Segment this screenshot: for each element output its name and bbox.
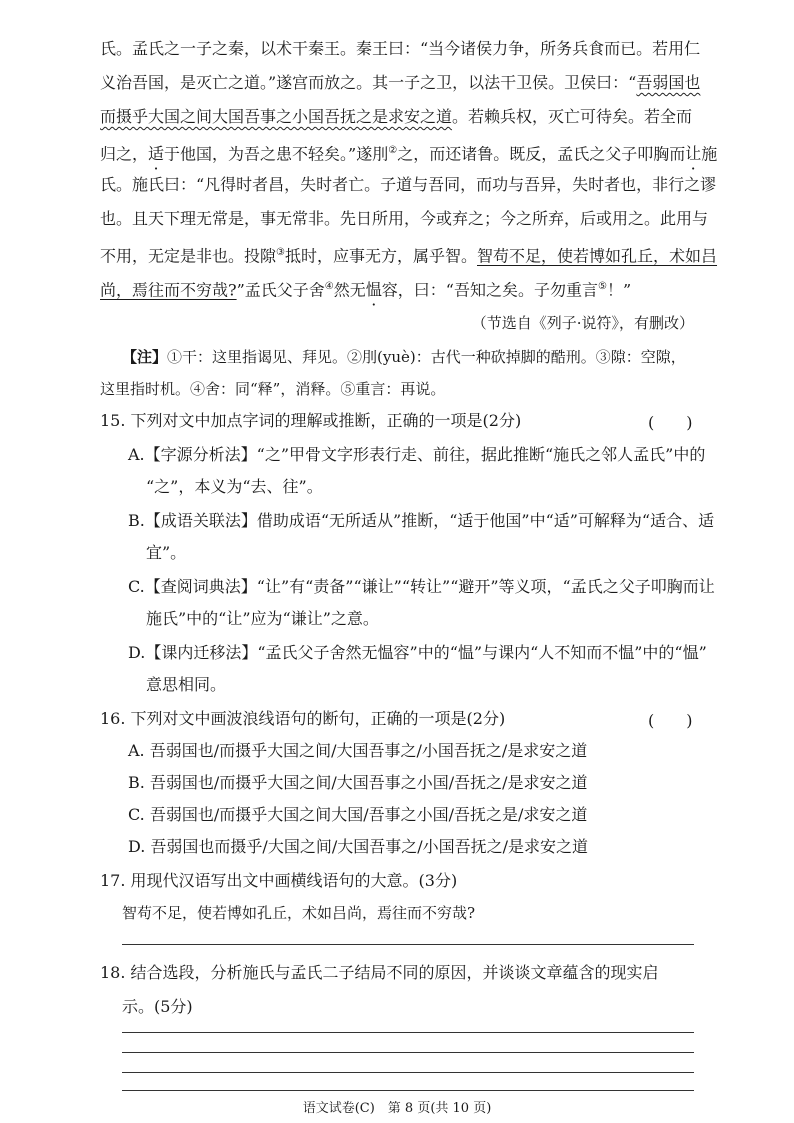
q15-option-c-1: C.【查阅词典法】“让”有“责备”“谦让”“转让”“避开”等义项，“孟氏之父子叩胸而让 — [128, 577, 715, 596]
q15-option-d-2: 意思相同。 — [146, 675, 227, 694]
q15-option-d-1: D.【课内迁移法】“孟氏父子舍然无愠容”中的“愠”与课内“人不知而不愠”中的“愠” — [128, 643, 707, 662]
passage-line-2: 义治吾国，是灭亡之道。”遂宫而放之。其一子之卫，以法干卫侯。卫侯曰：“吾弱国也 — [100, 73, 701, 92]
passage-line-4: 归之，适于他国，为吾之患不轻矣。”遂刖②之，而还诸鲁。既反，孟氏之父子叩胸而让施 — [100, 144, 718, 164]
q16-answer-paren[interactable]: ( ) — [648, 711, 693, 730]
q17-stem: 17. 用现代汉语写出文中画横线语句的大意。(3分) — [100, 871, 458, 890]
q15-option-c-2: 施氏”中的“让”应为“谦让”之意。 — [146, 609, 379, 628]
dotted-char-yun: 愠 — [365, 280, 382, 300]
q16-option-d: D. 吾弱国也而摄乎/大国之间/大国吾事之/小国吾抚之/是求安之道 — [128, 837, 588, 856]
passage-line-7: 不用，无定是非也。投隙③抵时，应事无方，属乎智。智苟不足，使若博如孔丘，术如吕 — [100, 246, 718, 266]
dotted-char-shi: 适 — [148, 144, 165, 164]
q15-stem: 15. 下列对文中加点字词的理解或推断，正确的一项是(2分) — [100, 411, 522, 430]
passage-source: （节选自《列子·说符》，有删改） — [471, 314, 694, 332]
q18-answer-line-1[interactable] — [122, 1032, 694, 1033]
passage-line-8: 尚，焉往而不穷哉?”孟氏父子舍④然无愠容，曰：“吾知之矣。子勿重言⑤！” — [100, 280, 632, 300]
notes-line-1: 【注】①干：这里指谒见、拜见。②刖(yuè)：古代一种砍掉脚的酷刑。③隙：空隙， — [122, 348, 686, 366]
wavy-sentence-part-1: 吾弱国也 — [636, 73, 701, 92]
q17-sentence: 智苟不足，使若博如孔丘，术如吕尚，焉往而不穷哉? — [122, 904, 476, 922]
q18-stem-2: 示。(5分) — [122, 997, 193, 1016]
q15-option-b-1: B.【成语关联法】借助成语“无所适从”推断，“适于他国”中“适”可解释为“适合、适 — [128, 511, 715, 530]
passage-line-1: 氏。孟氏之一子之秦，以术干秦王。秦王曰：“当今诸侯力争，所务兵食而已。若用仁 — [100, 39, 701, 58]
q18-answer-line-3[interactable] — [122, 1072, 694, 1073]
q16-option-c: C. 吾弱国也/而摄乎大国之间大国/吾事之小国/吾抚之是/求安之道 — [128, 805, 588, 824]
q18-stem-1: 18. 结合选段，分析施氏与孟氏二子结局不同的原因，并谈谈文章蕴含的现实启 — [100, 963, 659, 982]
passage-line-3: 而摄乎大国之间大国吾事之小国吾抚之是求安之道。若赖兵权，灭亡可待矣。若全而 — [100, 107, 693, 126]
notes-line-2: 这里指时机。④舍：同“释”，消释。⑤重言：再说。 — [100, 380, 446, 398]
q15-option-a-2: “之”，本义为“去、往”。 — [146, 477, 323, 496]
q18-answer-line-4[interactable] — [122, 1090, 694, 1091]
underlined-sentence-part-2: 尚，焉往而不穷哉? — [100, 280, 237, 300]
q16-option-a: A. 吾弱国也/而摄乎大国之间/大国吾事之/小国吾抚之/是求安之道 — [128, 741, 588, 760]
q17-answer-line[interactable] — [122, 944, 694, 945]
passage-line-5: 氏。施氏曰：“凡得时者昌，失时者亡。子道与吾同，而功与吾异，失时者也，非行之谬 — [100, 175, 717, 194]
passage-line-6: 也。且天下理无常是，事无常非。先日所用，今或弃之；今之所弃，后或用之。此用与 — [100, 209, 709, 228]
dotted-char-rang: 让 — [685, 144, 702, 164]
q15-option-b-2: 宜”。 — [146, 543, 187, 562]
underlined-sentence-part-1: 智苟不足，使若博如孔丘，术如吕 — [477, 246, 718, 266]
page-footer: 语文试卷(C) 第 8 页(共 10 页) — [302, 1101, 492, 1116]
q16-option-b: B. 吾弱国也/而摄乎大国之间/大国吾事之小国/吾抚之/是求安之道 — [128, 773, 588, 792]
q15-answer-paren[interactable]: ( ) — [648, 413, 693, 432]
q18-answer-line-2[interactable] — [122, 1052, 694, 1053]
q15-option-a-1: A.【字源分析法】“之”甲骨文字形表行走、前往，据此推断“施氏之邻人孟氏”中的 — [128, 445, 706, 464]
q16-stem: 16. 下列对文中画波浪线语句的断句，正确的一项是(2分) — [100, 709, 506, 728]
wavy-sentence-part-2: 而摄乎大国之间大国吾事之小国吾抚之是求安之道 — [100, 107, 453, 126]
